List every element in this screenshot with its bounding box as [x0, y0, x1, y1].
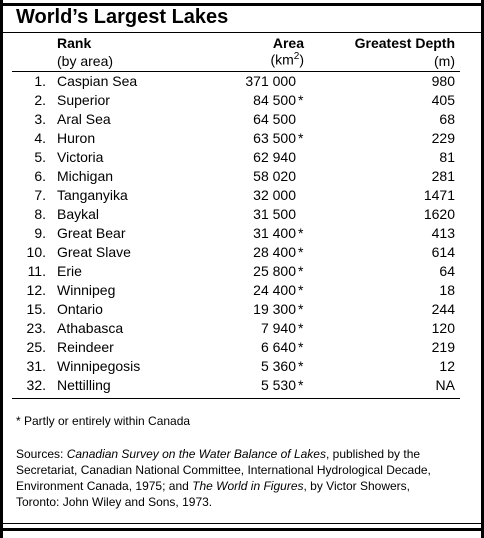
table-row [0, 263, 484, 282]
area-unit-sup: 2 [293, 51, 300, 62]
area-unit-text: (km [270, 51, 294, 68]
area-cell: 371 000 [245, 73, 296, 89]
table-row [0, 92, 484, 111]
rank-cell: 6. [34, 168, 46, 184]
depth-cell: 68 [439, 111, 455, 127]
area-cell: 5 360 [260, 358, 296, 374]
depth-cell: 120 [431, 320, 455, 336]
depth-cell: 219 [431, 339, 455, 355]
footnote: * Partly or entirely within Canada [16, 414, 191, 428]
canada-marker: * [298, 225, 304, 241]
rank-cell: 1. [34, 73, 46, 89]
rank-cell: 32. [26, 377, 46, 393]
lake-name-cell: Superior [57, 92, 110, 108]
lake-name-cell: Baykal [57, 206, 100, 222]
canada-marker: * [298, 339, 304, 355]
table-row [0, 377, 484, 396]
lake-name-cell: Aral Sea [57, 111, 111, 127]
depth-cell: 980 [431, 73, 455, 89]
sources-title-2: The World in Figures [192, 479, 304, 493]
lake-name-cell: Athabasca [57, 320, 124, 336]
table-row [0, 320, 484, 339]
table-end-rule [12, 398, 460, 399]
depth-cell: 405 [431, 92, 455, 108]
area-cell: 62 940 [253, 149, 296, 165]
canada-marker: * [298, 244, 304, 260]
header-area-unit [270, 51, 304, 68]
rank-cell: 4. [34, 130, 46, 146]
sources-prefix: Sources: [16, 447, 67, 461]
depth-cell: 12 [439, 358, 455, 374]
header-depth-unit: (m) [434, 53, 455, 69]
rank-cell: 8. [34, 206, 46, 222]
bottom-thick-rule [3, 528, 481, 531]
lake-name-cell: Michigan [57, 168, 114, 184]
bottom-thin-rule [3, 523, 481, 524]
depth-cell: 413 [431, 225, 455, 241]
lake-name-cell: Caspian Sea [57, 73, 138, 89]
rank-cell: 3. [34, 111, 46, 127]
lake-name-cell: Great Bear [57, 225, 126, 241]
table-row [0, 339, 484, 358]
canada-marker: * [298, 92, 304, 108]
lake-name-cell: Tanganyika [57, 187, 128, 203]
area-cell: 31 400 [253, 225, 296, 241]
table-row [0, 225, 484, 244]
sources-note [16, 446, 438, 510]
lake-name-cell: Huron [57, 130, 96, 146]
rank-cell: 10. [26, 244, 46, 260]
lake-name-cell: Victoria [57, 149, 104, 165]
depth-cell: 244 [431, 301, 455, 317]
rank-cell: 31. [26, 358, 46, 374]
header-depth: Greatest Depth [354, 35, 455, 51]
canada-marker: * [298, 130, 304, 146]
depth-cell: 614 [431, 244, 455, 260]
depth-cell: 64 [439, 263, 455, 279]
table-row [0, 282, 484, 301]
depth-cell: 1620 [423, 206, 455, 222]
area-unit-close: ) [299, 51, 304, 68]
rank-cell: 7. [34, 187, 46, 203]
table-row [0, 244, 484, 263]
header-rank: Rank [57, 35, 92, 51]
depth-cell: 229 [431, 130, 455, 146]
table-row [0, 111, 484, 130]
table-row [0, 73, 484, 92]
rank-cell: 23. [26, 320, 46, 336]
depth-cell: 81 [439, 149, 455, 165]
rank-cell: 15. [26, 301, 46, 317]
canada-marker: * [298, 263, 304, 279]
canada-marker: * [298, 282, 304, 298]
sources-title-1: Canadian Survey on the Water Balance of Lakes [66, 447, 326, 461]
table-row [0, 301, 484, 320]
rank-cell: 9. [34, 225, 46, 241]
table-row [0, 206, 484, 225]
canada-marker: * [298, 358, 304, 374]
area-cell: 25 800 [253, 263, 296, 279]
area-cell: 6 640 [260, 339, 296, 355]
table-row [0, 149, 484, 168]
lake-name-cell: Winnipeg [57, 282, 116, 298]
area-cell: 24 400 [253, 282, 296, 298]
depth-cell: 1471 [423, 187, 455, 203]
canada-marker: * [298, 320, 304, 336]
rank-cell: 25. [26, 339, 46, 355]
canada-marker: * [298, 301, 304, 317]
area-cell: 19 300 [253, 301, 296, 317]
lake-name-cell: Ontario [57, 301, 103, 317]
table-row [0, 187, 484, 206]
lake-name-cell: Erie [57, 263, 82, 279]
canada-marker: * [298, 377, 304, 393]
depth-cell: 18 [439, 282, 455, 298]
rank-cell: 5. [34, 149, 46, 165]
table-row [0, 168, 484, 187]
page-title: World’s Largest Lakes [16, 6, 229, 28]
rank-cell: 12. [26, 282, 46, 298]
lake-name-cell: Winnipegosis [57, 358, 141, 374]
lake-name-cell: Nettilling [57, 377, 111, 393]
lake-name-cell: Reindeer [57, 339, 114, 355]
area-cell: 32 000 [253, 187, 296, 203]
area-cell: 7 940 [260, 320, 296, 336]
area-cell: 64 500 [253, 111, 296, 127]
area-cell: 84 500 [253, 92, 296, 108]
header-area: Area [272, 35, 304, 51]
header-rank-sub: (by area) [57, 53, 114, 69]
lake-name-cell: Great Slave [57, 244, 131, 260]
area-cell: 63 500 [253, 130, 296, 146]
depth-cell: NA [435, 377, 455, 393]
area-cell: 58 020 [253, 168, 296, 184]
area-cell: 28 400 [253, 244, 296, 260]
depth-cell: 281 [431, 168, 455, 184]
sources-suffix: , by Victor Showers, Toronto: John Wiley and Sons, 1973. [16, 479, 410, 509]
table-row [0, 358, 484, 377]
area-cell: 31 500 [253, 206, 296, 222]
table-row [0, 130, 484, 149]
title-rule [3, 32, 481, 33]
rank-cell: 11. [27, 263, 46, 279]
rank-cell: 2. [34, 92, 46, 108]
header-rule [12, 71, 460, 72]
sources-middle: , published by the Secretariat, Canadian National Committee, International Hydrological Decade, Environment Canada, 1975; and [16, 447, 431, 493]
area-cell: 5 530 [260, 377, 296, 393]
